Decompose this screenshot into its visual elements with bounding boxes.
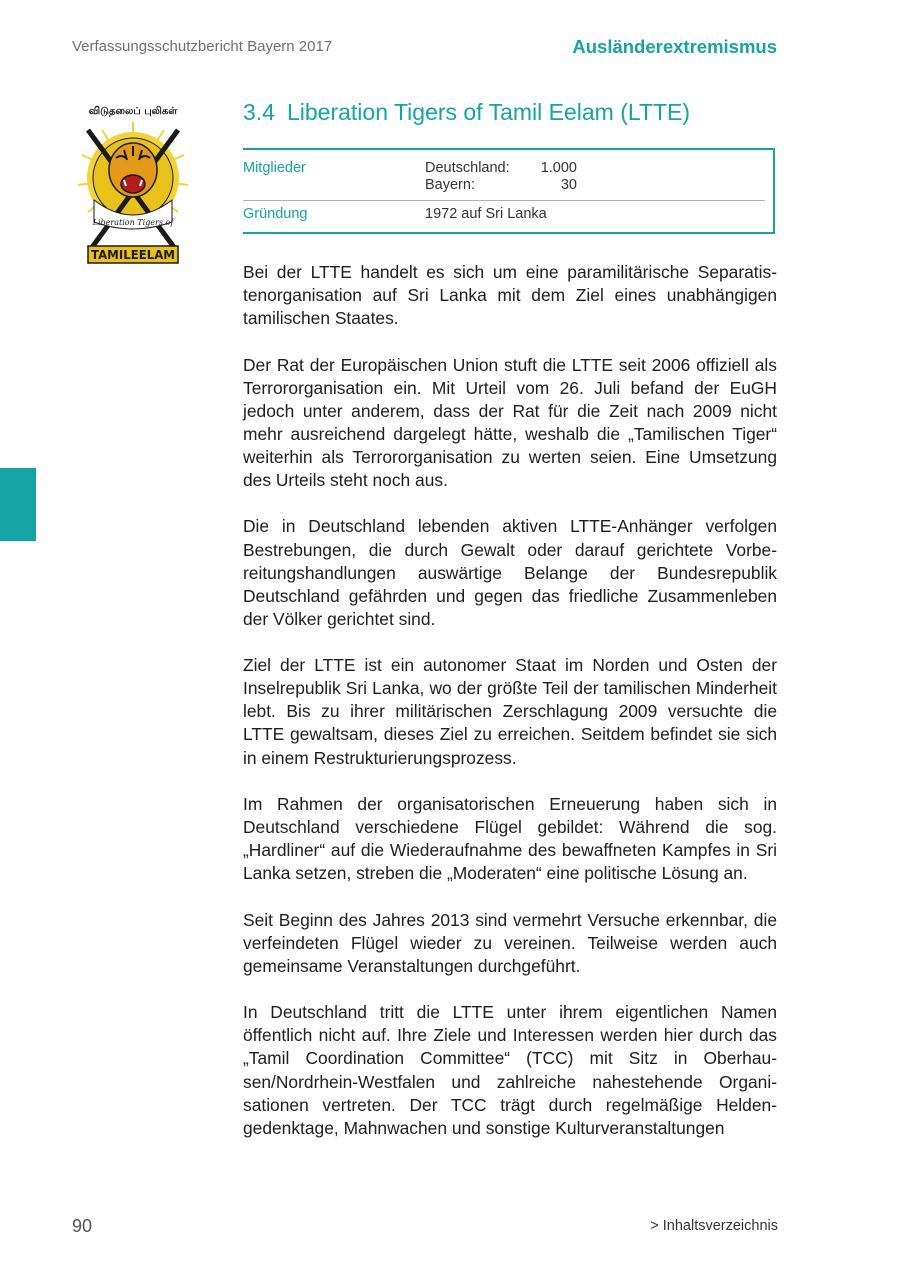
- founding-label: Gründung: [243, 206, 308, 222]
- members-count: 1.000: [540, 160, 577, 176]
- section-number: 3.4: [243, 99, 275, 125]
- members-line-bavaria: [425, 177, 577, 194]
- page-title: [243, 99, 690, 126]
- page-number: 90: [72, 1216, 93, 1236]
- founding-value: 1972 auf Sri Lanka: [425, 206, 547, 222]
- ltte-emblem-icon: [66, 100, 200, 268]
- members-region: Bayern:: [425, 177, 475, 193]
- body-text: [243, 261, 777, 1163]
- members-label: Mitglieder: [243, 160, 306, 176]
- members-row: [243, 160, 765, 201]
- members-values: [425, 160, 577, 194]
- emblem-banner-text: TAMILEELAM: [91, 248, 175, 262]
- section-heading: Ausländerextremismus: [572, 36, 777, 57]
- paragraph: Seit Beginn des Jahres 2013 sind vermehrt Versuche erkennbar, die verfeindeten Flügel wieder zu vereinen. Teilweise werden auch gemeinsame Veranstaltungen durchgeführt.: [243, 909, 777, 976]
- emblem-center-text: Liberation Tigers of: [92, 218, 174, 227]
- paragraph: Bei der LTTE handelt es sich um eine paramilitärische Separatistenorganisation auf Sri Lanka mit dem Ziel eines unabhängigen tamilischen Staates.: [243, 262, 777, 329]
- members-region: Deutschland:: [425, 160, 510, 176]
- toc-link[interactable]: > Inhaltsverzeichnis: [650, 1218, 778, 1234]
- emblem-top-lettering: விடுதலைப் புலிகள்: [88, 106, 178, 117]
- paragraph: Die in Deutschland lebenden aktiven LTTE-Anhänger verfolgen Bestrebungen, die durch Gewalt oder darauf gerichtete Vorbereitungshandlungen auswärtige Belange der Bundesrepublik Deutschland gefährden und gegen das friedliche Zusammenleben der Völker gerichtet sind.: [243, 516, 777, 629]
- paragraph: In Deutschland tritt die LTTE unter ihrem eigentlichen Namen öffentlich nicht auf. Ihre Ziele und Interessen werden hier durch das „Tamil Coordination Committee“ (TCC) mit Sitz in Oberhausen/Nordrhein-Westfalen und zahlreiche nahestehende Organisationen vertreten. Der TCC trägt durch regelmäßige Heldengedenktage, Mahnwachen und sonstige Kulturveranstaltungen: [243, 1002, 777, 1138]
- facts-box: [243, 148, 775, 234]
- section-title-text: Liberation Tigers of Tamil Eelam (LTTE): [286, 99, 691, 125]
- members-line-germany: [425, 160, 577, 177]
- paragraph: Im Rahmen der organisatorischen Erneuerung haben sich in Deutschland verschiedene Flügel gebildet: Während die sog. „Hardliner“ auf die Wiederaufnahme des bewaffneten Kampfes in Sri Lanka setzen, streben die „Moderaten“ eine politische Lösung an.: [243, 793, 777, 884]
- running-head: Verfassungsschutzbericht Bayern 2017: [72, 38, 333, 55]
- paragraph: Der Rat der Europäischen Union stuft die LTTE seit 2006 offiziell als Terrororganisation ein. Mit Urteil vom 26. Juli befand der EuGH jedoch unter anderem, dass der Rat für die Zeit nach 2009 nicht mehr ausreichend dargelegt hätte, weshalb die „Tamilischen Tiger“ weiterhin als Terrororganisation zu werten seien. Eine Umsetzung des Urteils steht noch aus.: [243, 354, 777, 491]
- members-count: 30: [560, 177, 577, 193]
- paragraph: Ziel der LTTE ist ein autonomer Staat im Norden und Osten der Inselrepublik Sri Lanka, wo der größte Teil der tamilischen Minderheit lebt. Bis zu ihrer militärischen Zerschlagung 2009 versuchte die LTTE gewaltsam, dieses Ziel zu erreichen. Seitdem befindet sie sich in einem Restrukturierungsprozess.: [243, 655, 777, 768]
- chapter-side-tab: [0, 468, 36, 541]
